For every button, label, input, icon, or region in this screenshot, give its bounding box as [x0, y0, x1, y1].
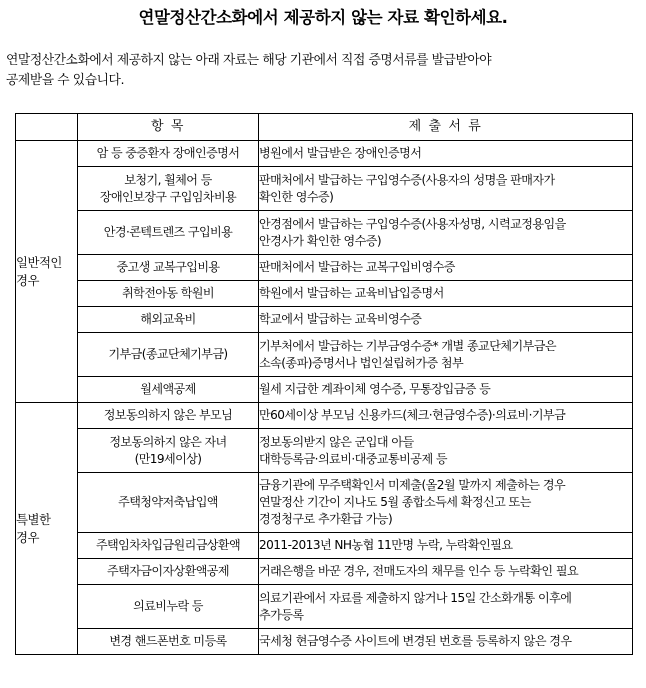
document-cell — [259, 255, 633, 281]
document-cell — [259, 307, 633, 333]
item-cell — [78, 403, 259, 429]
item-cell — [78, 559, 259, 585]
document-cell — [259, 377, 633, 403]
item-cell — [78, 533, 259, 559]
item-text-line-1: 안경·콘텍트렌즈 구입비용 — [103, 225, 233, 240]
document-cell — [259, 403, 633, 429]
header-item: 항 목 — [78, 114, 259, 141]
document-cell — [259, 141, 633, 167]
document-cell — [259, 167, 633, 211]
item-text-line-1: 의료비누락 등 — [133, 599, 203, 614]
item-text-line-1: 주택자금이자상환액공제 — [107, 564, 229, 579]
table-header-row — [16, 114, 633, 141]
document-text-line-1: 판매처에서 발급하는 교복구입비영수증 — [259, 260, 455, 275]
group-label-special — [16, 403, 78, 655]
document-cell — [259, 533, 633, 559]
document-text-line-1: 학원에서 발급하는 교육비납입증명서 — [259, 286, 444, 301]
table-row — [16, 473, 633, 533]
document-text-line-2: 확인한 영수증) — [259, 189, 334, 204]
item-cell — [78, 281, 259, 307]
item-text-line-2: (만19세이상) — [134, 451, 202, 466]
table-row — [16, 333, 633, 377]
intro-paragraph — [0, 31, 646, 92]
document-text-line-2: 안경사가 확인한 영수증) — [259, 233, 382, 248]
item-cell — [78, 629, 259, 655]
table-row — [16, 255, 633, 281]
table-row — [16, 307, 633, 333]
item-text-line-1: 정보동의하지 않은 자녀 — [109, 434, 227, 449]
group-label-line-1: 일반적인 — [16, 255, 62, 271]
item-text-line-1: 해외교육비 — [140, 312, 196, 327]
item-text-line-1: 월세액공제 — [140, 382, 196, 397]
document-text-line-1: 기부처에서 발급하는 기부금영수증* 개별 종교단체기부금은 — [259, 338, 556, 353]
document-text-line-1: 금융기관에 무주택확인서 미제출(올2월 말까지 제출하는 경우 — [259, 478, 566, 493]
group-label-line-1: 특별한 — [16, 512, 51, 528]
table-row — [16, 403, 633, 429]
document-text-line-1: 의료기관에서 자료를 제출하지 않거나 15일 간소화개통 이후에 — [259, 590, 572, 605]
document-text-line-1: 병원에서 발급받은 장애인증명서 — [259, 146, 422, 161]
item-text-line-1: 암 등 중증환자 장애인증명서 — [96, 146, 240, 161]
document-text-line-1: 만60세이상 부모님 신용카드(체크·현금영수증)·의료비·기부금 — [259, 408, 566, 423]
document-cell — [259, 281, 633, 307]
table-row — [16, 281, 633, 307]
item-cell — [78, 141, 259, 167]
item-text-line-1: 변경 핸드폰번호 미등록 — [109, 634, 227, 649]
group-label-general — [16, 141, 78, 403]
item-cell — [78, 307, 259, 333]
group-label-line-2: 경우 — [16, 272, 39, 288]
document-text-line-3: 경정청구로 추가환급 가능) — [259, 511, 393, 526]
item-text-line-1: 정보동의하지 않은 부모님 — [103, 408, 233, 423]
requirements-table — [15, 113, 633, 655]
data-table-container — [15, 113, 632, 655]
header-document: 제 출 서 류 — [259, 114, 633, 141]
document-text-line-1: 학교에서 발급하는 교육비영수증 — [259, 312, 422, 327]
document-cell — [259, 333, 633, 377]
table-row — [16, 429, 633, 473]
table-row — [16, 629, 633, 655]
intro-line-1: 연말정산간소화에서 제공하지 않는 아래 자료는 해당 기관에서 직접 증명서류를 발급받아야 — [6, 52, 492, 68]
document-cell — [259, 211, 633, 255]
document-text-line-1: 거래은행을 바꾼 경우, 전매도자의 채무를 인수 등 누락확인 필요 — [259, 564, 579, 579]
page-title: 연말정산간소화에서 제공하지 않는 자료 확인하세요. — [138, 8, 508, 27]
table-body — [16, 141, 633, 655]
document-cell — [259, 585, 633, 629]
document-text-line-1: 안경점에서 발급하는 구입영수증(사용자성명, 시력교정용임을 — [259, 216, 566, 231]
document-text-line-1: 월세 지급한 계좌이체 영수증, 무통장입금증 등 — [259, 382, 491, 397]
document-text-line-1: 국세청 현금영수증 사이트에 변경된 번호를 등록하지 않은 경우 — [259, 634, 572, 649]
document-cell — [259, 559, 633, 585]
group-label-line-2: 경우 — [16, 529, 39, 545]
item-cell — [78, 211, 259, 255]
item-text-line-1: 보청기, 휠체어 등 — [124, 172, 212, 187]
document-cell — [259, 429, 633, 473]
item-text-line-1: 주택청약저축납입액 — [118, 495, 218, 510]
document-text-line-2: 연말정산 기간이 지나도 5월 종합소득세 확정신고 또는 — [259, 495, 531, 510]
table-row — [16, 377, 633, 403]
table-row — [16, 211, 633, 255]
document-cell — [259, 473, 633, 533]
document-text-line-2: 추가등록 — [259, 607, 304, 622]
table-row — [16, 559, 633, 585]
item-cell — [78, 473, 259, 533]
table-row — [16, 167, 633, 211]
item-text-line-1: 중고생 교복구입비용 — [116, 260, 220, 275]
item-cell — [78, 333, 259, 377]
item-text-line-1: 기부금(종교단체기부금) — [108, 347, 228, 362]
table-head — [16, 114, 633, 141]
header-group — [16, 114, 78, 141]
document-cell — [259, 629, 633, 655]
document-text-line-1: 정보동의받지 않은 군입대 아들 — [259, 434, 414, 449]
document-text-line-2: 대학등록금·의료비·대중교통비공제 등 — [259, 451, 448, 466]
item-text-line-1: 취학전아동 학원비 — [122, 286, 214, 301]
document-text-line-2: 소속(종파)증명서나 법인설립허가증 첨부 — [259, 355, 464, 370]
document-text-line-1: 2011-2013년 NH농협 11만명 누락, 누락확인필요 — [259, 538, 513, 553]
item-cell — [78, 377, 259, 403]
item-cell — [78, 429, 259, 473]
table-row — [16, 141, 633, 167]
item-cell — [78, 585, 259, 629]
intro-line-2: 공제받을 수 있습니다. — [6, 73, 125, 89]
document-text-line-1: 판매처에서 발급하는 구입영수증(사용자의 성명을 판매자가 — [259, 172, 555, 187]
item-cell — [78, 167, 259, 211]
table-row — [16, 533, 633, 559]
item-text-line-1: 주택임차차입금원리금상환액 — [95, 538, 241, 553]
item-text-line-2: 장애인보장구 구입임차비용 — [99, 189, 237, 204]
item-cell — [78, 255, 259, 281]
table-row — [16, 585, 633, 629]
